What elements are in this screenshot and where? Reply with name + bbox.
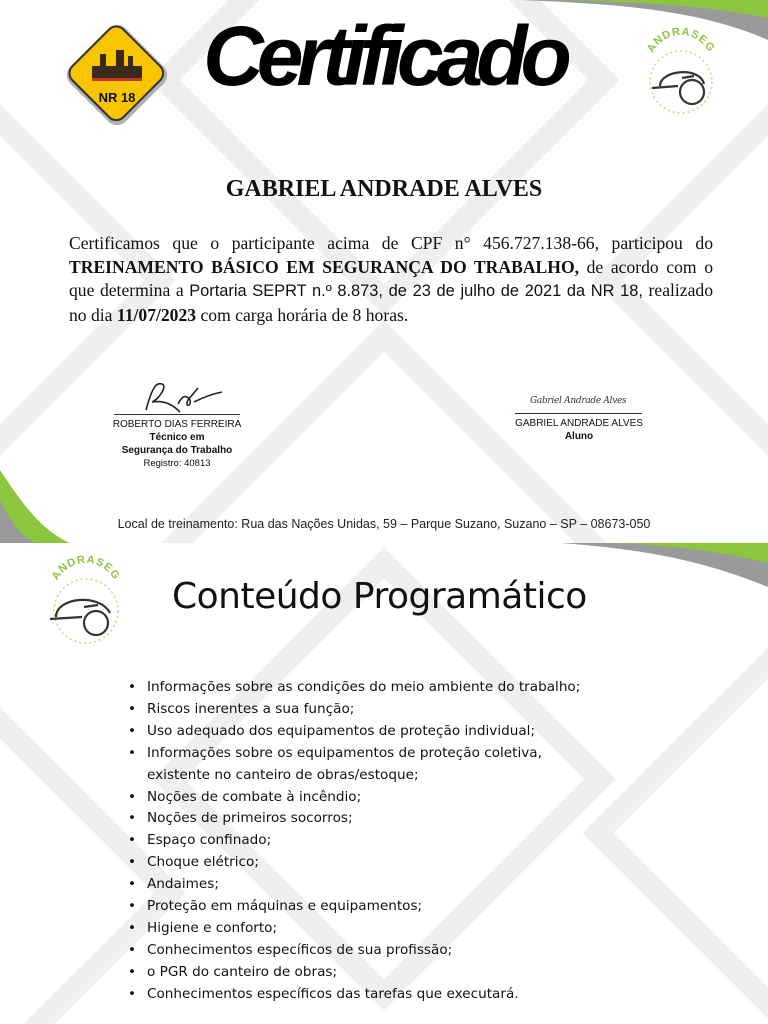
certificate-body: [69, 232, 713, 327]
signature-line-right: [515, 413, 642, 414]
signer-left-role-1: Técnico em: [149, 432, 205, 443]
program-item: • Noções de combate à incêndio;: [128, 787, 580, 809]
signer-left-role-2: Segurança do Trabalho: [121, 445, 233, 456]
andraseg-brand-text: ANDRASEG: [644, 26, 718, 55]
training-address: Local de treinamento: Rua das Nações Unidas, 59 – Parque Suzano, Suzano – SP – 08673-050: [117, 517, 651, 531]
program-item: • Riscos inerentes a sua função;: [128, 699, 580, 721]
program-page: [0, 543, 768, 1024]
body-text-part3: realizado no dia: [69, 280, 713, 325]
program-item: • Conhecimentos específicos de sua profissão;: [128, 940, 580, 962]
signer-left-registro: Registro: 40813: [143, 458, 211, 469]
program-item: • Informações sobre as condições do meio ambiente do trabalho;: [128, 677, 580, 699]
signature-line-left: [114, 414, 240, 415]
signer-left-name: ROBERTO DIAS FERREIRA: [112, 419, 242, 430]
signature-right: [500, 417, 658, 443]
andraseg-logo-2: [42, 553, 130, 649]
signature-right-scribble: Gabriel Andrade Alves: [530, 396, 627, 406]
portaria-reference: Portaria SEPRT n.º 8.873, de 23 de julho de 2021 da NR 18,: [189, 282, 643, 300]
nr18-badge-text: NR 18: [98, 90, 136, 105]
program-item: • Conhecimentos específicos das tarefas que executará.: [128, 984, 580, 1006]
signer-right-role: Aluno: [564, 431, 594, 442]
signature-left-scribble: [138, 378, 224, 418]
training-date: 11/07/2023: [116, 304, 197, 325]
program-item: • Uso adequado dos equipamentos de proteção individual;: [128, 721, 580, 743]
body-text-part1: Certificamos que o participante acima de CPF n° 456.727.138-66, participou do: [69, 233, 713, 253]
svg-text:ANDRASEG: [50, 554, 123, 583]
andraseg-brand-text-2: ANDRASEG: [49, 553, 123, 583]
program-item: • Informações sobre os equipamentos de proteção coletiva, existente no canteiro de obras/estoque;: [128, 743, 580, 787]
andraseg-logo: [638, 26, 724, 120]
certificate-title: Certificado: [203, 9, 565, 103]
program-item: • Higiene e conforto;: [128, 918, 580, 940]
program-item: • o PGR do canteiro de obras;: [128, 962, 580, 984]
program-item: • Espaço confinado;: [128, 830, 580, 852]
program-item: • Proteção em máquinas e equipamentos;: [128, 896, 580, 918]
program-list: [128, 677, 580, 1006]
body-text-part2: de acordo com o que determina a: [69, 256, 713, 300]
signature-left: [100, 418, 254, 470]
body-text-part4: com carga horária de 8 horas.: [196, 304, 409, 325]
signer-right-name: GABRIEL ANDRADE ALVES: [515, 418, 643, 429]
program-item: • Andaimes;: [128, 874, 580, 896]
course-name: TREINAMENTO BÁSICO EM SEGURANÇA DO TRABALHO,: [69, 256, 580, 277]
program-title: Conteúdo Programático: [172, 576, 587, 617]
program-item: • Noções de primeiros socorros;: [128, 808, 580, 830]
participant-name: GABRIEL ANDRADE ALVES: [225, 176, 543, 202]
hard-hat-icon-2: [50, 600, 110, 635]
hard-hat-icon: [652, 72, 704, 104]
program-item: • Choque elétrico;: [128, 852, 580, 874]
